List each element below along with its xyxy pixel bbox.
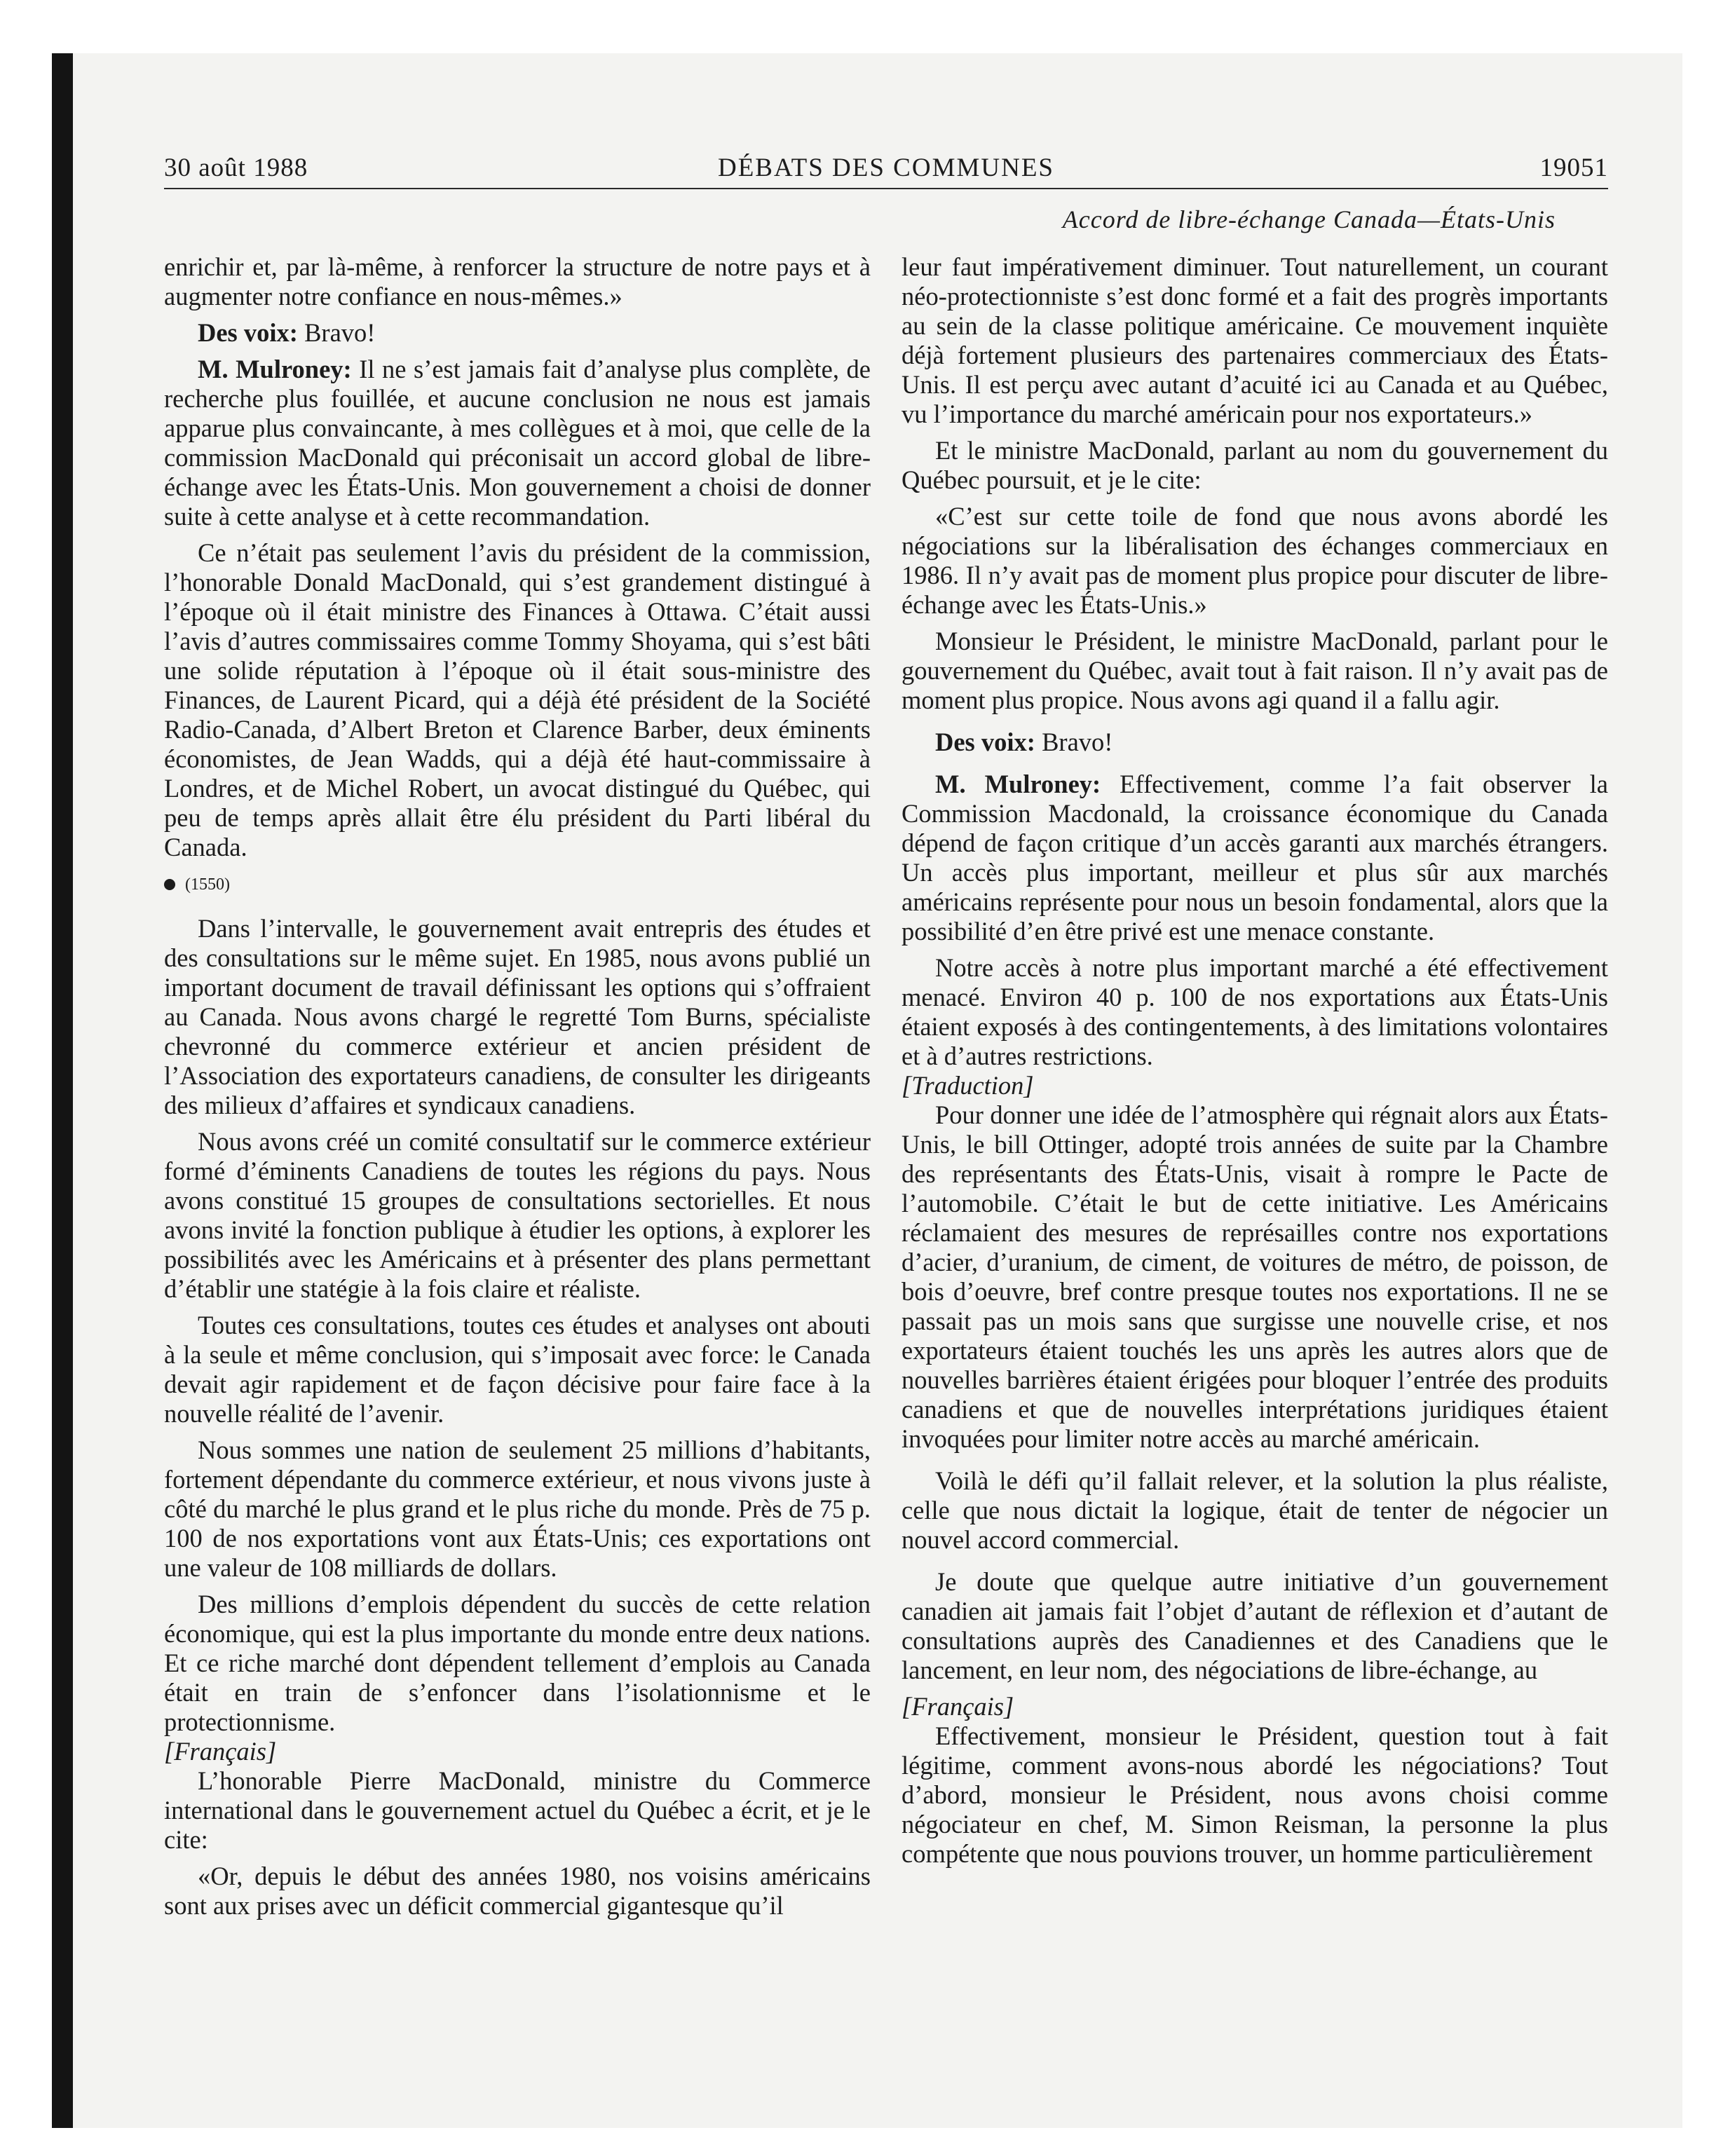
paragraph: L’honorable Pierre MacDonald, ministre du Commerce international dans le gouvernement actuel du Québec a écrit, et je le cite: [164, 1766, 871, 1854]
scan-edge-bar [52, 53, 73, 2128]
paragraph: Des millions d’emplois dépendent du succès de cette relation économique, qui est la plus importante du monde entre deux nations. Et ce riche marché dont dépendent tellement d’emplois au Canada était en train de s’enfoncer dans l’isolationnisme et le protectionnisme. [164, 1590, 871, 1736]
speaker-name: M. Mulroney: [198, 355, 352, 383]
time-marker [164, 873, 871, 896]
paragraph: Nous avons créé un comité consultatif sur le commerce extérieur formé d’éminents Canadiens de toutes les régions du pays. Nous avons constitué 15 groupes de consultations sectorielles. Et nous avons invité la fonction publique à étudier les options, à explorer les possibilités avec les Américains et à présenter des plans permettant d’établir une statégie à la fois claire et réaliste. [164, 1127, 871, 1303]
paragraph: leur faut impérativement diminuer. Tout naturellement, un courant néo-protectionniste s’est donc formé et a fait des progrès importants au sein de la classe politique américaine. Ce mouvement inquiète déjà fortement plusieurs des partenaires commerciaux des États-Unis. Il est perçu avec autant d’acuité ici au Canada et au Québec, vu l’importance du marché américain pour nos exportateurs.» [901, 252, 1608, 428]
time-marker-label: (1550) [185, 875, 230, 894]
speech-text: Effectivement, comme l’a fait observer la Commission Macdonald, la croissance économique du Canada dépend de façon critique d’un accès garanti aux marchés étrangers. Un accès plus important, meilleur et plus sûr aux marchés américains représente pour nous un besoin fondamental, alors que la possibilité d’en être privé est une menace constante. [901, 770, 1608, 946]
speech-text: Bravo! [297, 318, 376, 347]
paragraph: Dans l’intervalle, le gouvernement avait entrepris des études et des consultations sur le même sujet. En 1985, nous avons publié un important document de travail définissant les options qui s’offraient au Canada. Nous avons chargé le regretté Tom Burns, spécialiste chevronné du commerce extérieur et ancien président de l’Association des exportateurs canadiens, de consulter les dirigeants des milieux d’affaires et syndicaux canadiens. [164, 914, 871, 1119]
quote-paragraph: «C’est sur cette toile de fond que nous avons abordé les négociations sur la libéralisation des échanges commerciaux en 1986. Il n’y avait pas de moment plus propice pour discuter de libre-échange avec les États-Unis.» [901, 502, 1608, 619]
paragraph: Pour donner une idée de l’atmosphère qui régnait alors aux États-Unis, le bill Ottinger, adopté trois années de suite par la Chambre des représentants des États-Unis, visait à rompre le Pacte de l’automobile. C’était le but de cette initiative. Les Américains réclamaient des mesures de représailles contre nos exportations d’acier, d’uranium, de ciment, de voitures de métro, de poisson, de bois d’oeuvre, bref contre presque toutes nos exportations. Il ne se passait pas un mois sans que surgisse une nouvelle crise, et nos exportateurs étaient touchés les uns après les autres alors que de nouvelles barrières étaient érigées pour bloquer l’entrée des produits canadiens et que de nouvelles interprétations juridiques étaient invoquées pour limiter notre accès au marché américain. [901, 1100, 1608, 1453]
paragraph: Notre accès à notre plus important marché a été effectivement menacé. Environ 40 p. 100 de nos exportations aux États-Unis étaient exposés à des contingentements, à des limitations volontaires et à d’autres restrictions. [901, 953, 1608, 1070]
header-title: DÉBATS DES COMMUNES [717, 153, 1054, 182]
quote-paragraph: «Or, depuis le début des années 1980, nos voisins américains sont aux prises avec un déficit commercial gigantesque qu’il [164, 1862, 871, 1920]
right-column [901, 252, 1608, 1869]
speech-text: Il ne s’est jamais fait d’analyse plus complète, de recherche plus fouillée, et aucune conclusion ne nous est jamais apparue plus convaincante, à mes collègues et à moi, que celle de la commission MacDonald qui préconisait un accord global de libre-échange avec les États-Unis. Mon gouvernement a choisi de donner suite à cette analyse et à cette recommandation. [164, 355, 871, 531]
speech-paragraph [901, 770, 1608, 946]
bullet-icon [164, 879, 175, 890]
paragraph: Effectivement, monsieur le Président, question tout à fait légitime, comment avons-nous abordé les négociations? Tout d’abord, monsieur le Président, nous avons choisi comme négociateur en chef, M. Simon Reisman, la personne la plus compétente que nous pouvions trouver, un homme particulièrement [901, 1721, 1608, 1868]
paragraph: Je doute que quelque autre initiative d’un gouvernement canadien ait jamais fait l’objet d’autant de réflexion et d’autant de consultations auprès des Canadiennes et des Canadiens que le lancement, en leur nom, des négociations de libre-échange, au [901, 1567, 1608, 1684]
interjection [901, 728, 1608, 757]
header-date: 30 août 1988 [164, 153, 308, 182]
interjection [164, 318, 871, 348]
paragraph: Voilà le défi qu’il fallait relever, et la solution la plus réaliste, celle que nous dictait la logique, était de tenter de négocier un nouvel accord commercial. [901, 1466, 1608, 1554]
speaker-name: Des voix: [935, 728, 1035, 756]
paragraph: Et le ministre MacDonald, parlant au nom du gouvernement du Québec poursuit, et je le cite: [901, 436, 1608, 494]
left-column [164, 252, 871, 1920]
paragraph: Ce n’était pas seulement l’avis du président de la commission, l’honorable Donald MacDonald, qui s’est grandement distingué à l’époque où il était ministre des Finances à Ottawa. C’était aussi l’avis d’autres commissaires comme Tommy Shoyama, qui s’est bâti une solide réputation à l’époque où il était sous-ministre des Finances, de Laurent Picard, qui a déjà été président de la Société Radio-Canada, d’Albert Breton et Clarence Barber, deux éminents économistes, de Jean Wadds, qui a déjà été haut-commissaire à Londres, et de Michel Robert, un avocat distingué du Québec, qui peu de temps après allait être élu président du Parti libéral du Canada. [164, 538, 871, 861]
speech-paragraph [164, 355, 871, 531]
language-tag: [Français] [901, 1692, 1014, 1721]
paragraph: Monsieur le Président, le ministre MacDonald, parlant pour le gouvernement du Québec, avait tout à fait raison. Il n’y avait pas de moment plus propice. Nous avons agi quand il a fallu agir. [901, 627, 1608, 714]
language-tag: [Traduction] [901, 1071, 1034, 1100]
page-number: 19051 [1539, 153, 1608, 182]
language-tag: [Français] [164, 1737, 277, 1766]
header-rule [164, 188, 1608, 189]
running-head: Accord de libre-échange Canada—États-Unis [1062, 205, 1556, 233]
speaker-name: Des voix: [198, 318, 298, 347]
speech-text: Bravo! [1035, 728, 1113, 756]
paragraph: enrichir et, par là-même, à renforcer la structure de notre pays et à augmenter notre confiance en nous-mêmes.» [164, 252, 871, 311]
paragraph: Nous sommes une nation de seulement 25 millions d’habitants, fortement dépendante du commerce extérieur, et nous vivons juste à côté du marché le plus grand et le plus riche du monde. Près de 75 p. 100 de nos exportations vont aux États-Unis; ces exportations ont une valeur de 108 milliards de dollars. [164, 1435, 871, 1582]
paragraph: Toutes ces consultations, toutes ces études et analyses ont abouti à la seule et même conclusion, qui s’imposait avec force: le Canada devait agir rapidement et de façon décisive pour faire face à la nouvelle réalité de l’avenir. [164, 1311, 871, 1428]
speaker-name: M. Mulroney: [935, 770, 1101, 798]
